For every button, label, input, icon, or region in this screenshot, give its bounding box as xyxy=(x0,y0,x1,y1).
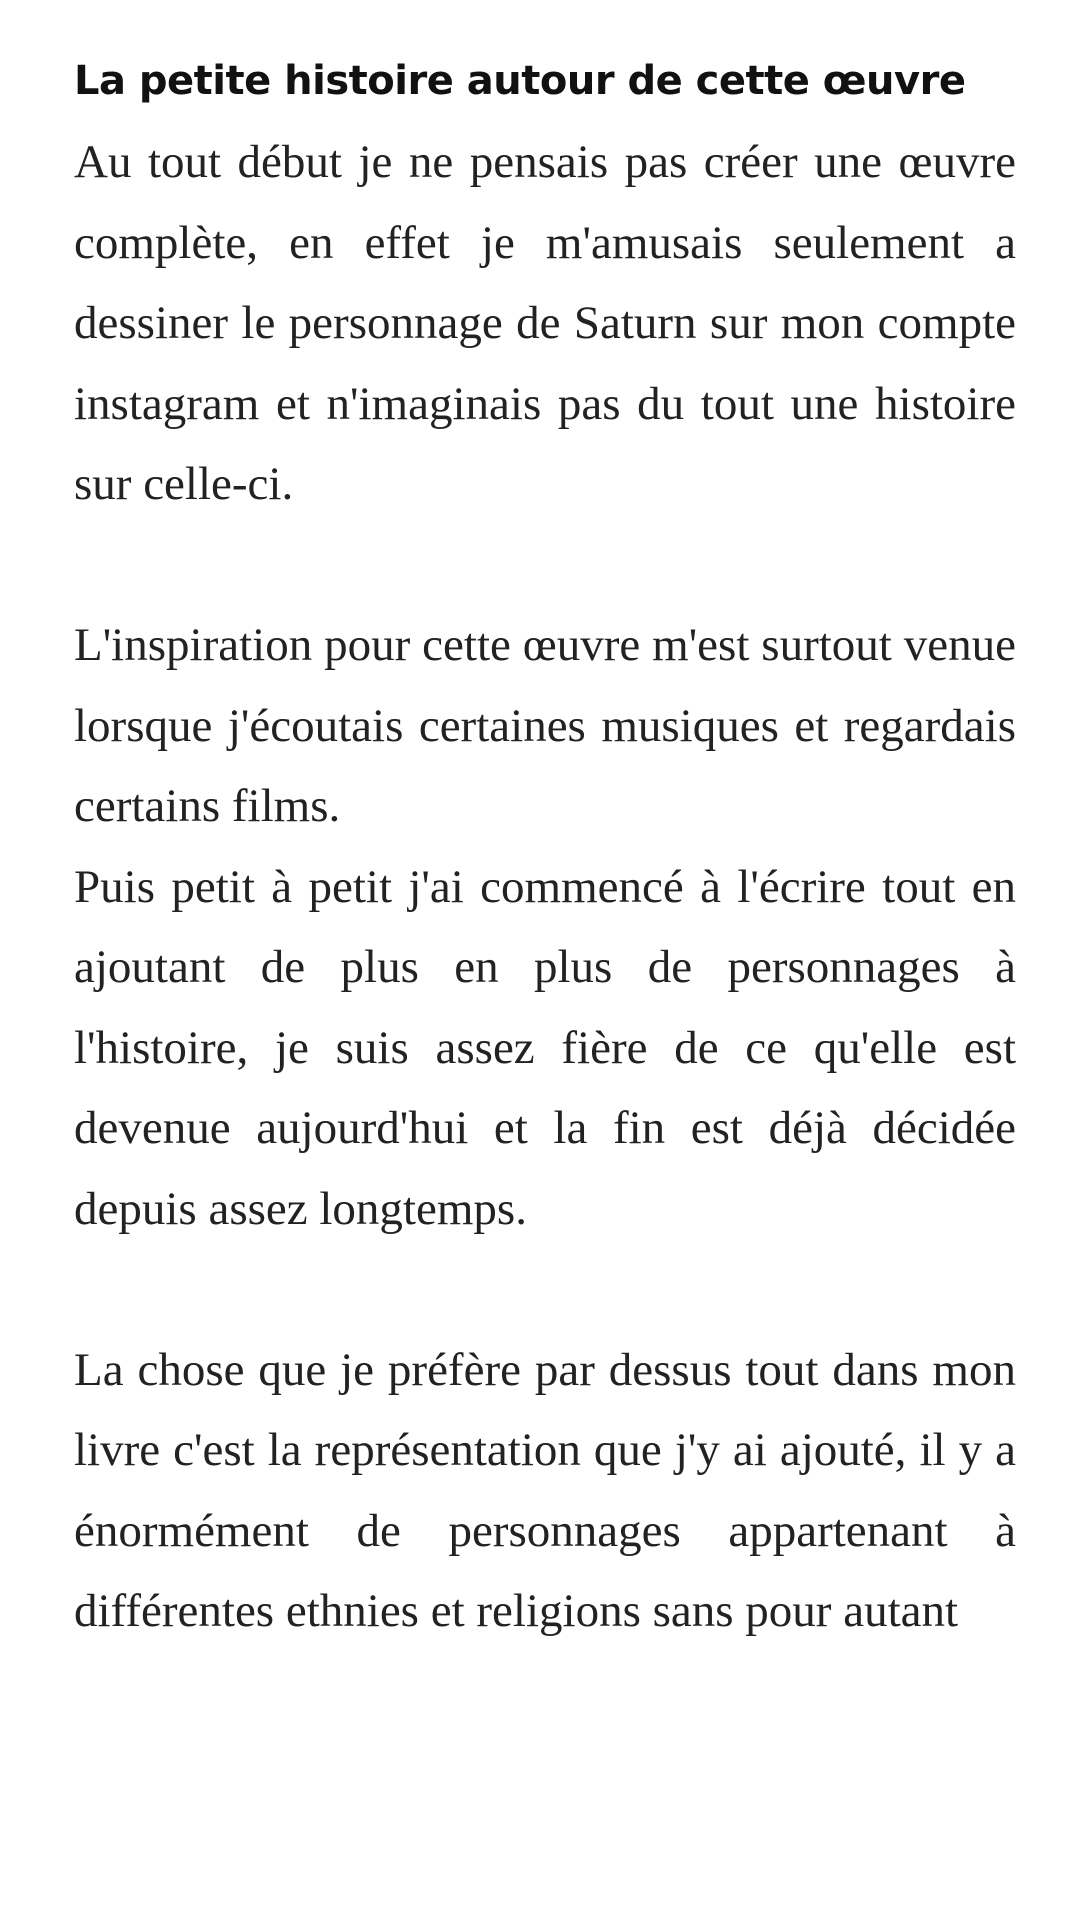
paragraph-intro: Au tout début je ne pensais pas créer une œuvre complète, en effet je m'amusais seulement a dessiner le personnage de Saturn sur mon compte instagram et n'imaginais pas du tout une histoire sur celle-ci. xyxy=(74,136,1016,510)
article-body xyxy=(74,122,1016,1652)
paragraph-inspiration: L'inspiration pour cette œuvre m'est surtout venue lorsque j'écoutais certaines musiques et regardais certains films. xyxy=(74,619,1016,832)
article xyxy=(74,0,1016,1652)
article-heading: La petite histoire autour de cette œuvre xyxy=(74,58,966,104)
paragraph-writing: Puis petit à petit j'ai commencé à l'écrire tout en ajoutant de plus en plus de personnages à l'histoire, je suis assez fière de ce qu'elle est devenue aujourd'hui et la fin est déjà décidée depuis assez longtemps. xyxy=(74,860,1016,1235)
paragraph-spacer xyxy=(74,525,1016,606)
paragraph-spacer xyxy=(74,1249,1016,1330)
paragraph-representation: La chose que je préfère par dessus tout dans mon livre c'est la représentation que j'y ai ajouté, il y a énormément de personnages appartenant à différentes ethnies et religions sans pour autant xyxy=(74,1343,1016,1637)
